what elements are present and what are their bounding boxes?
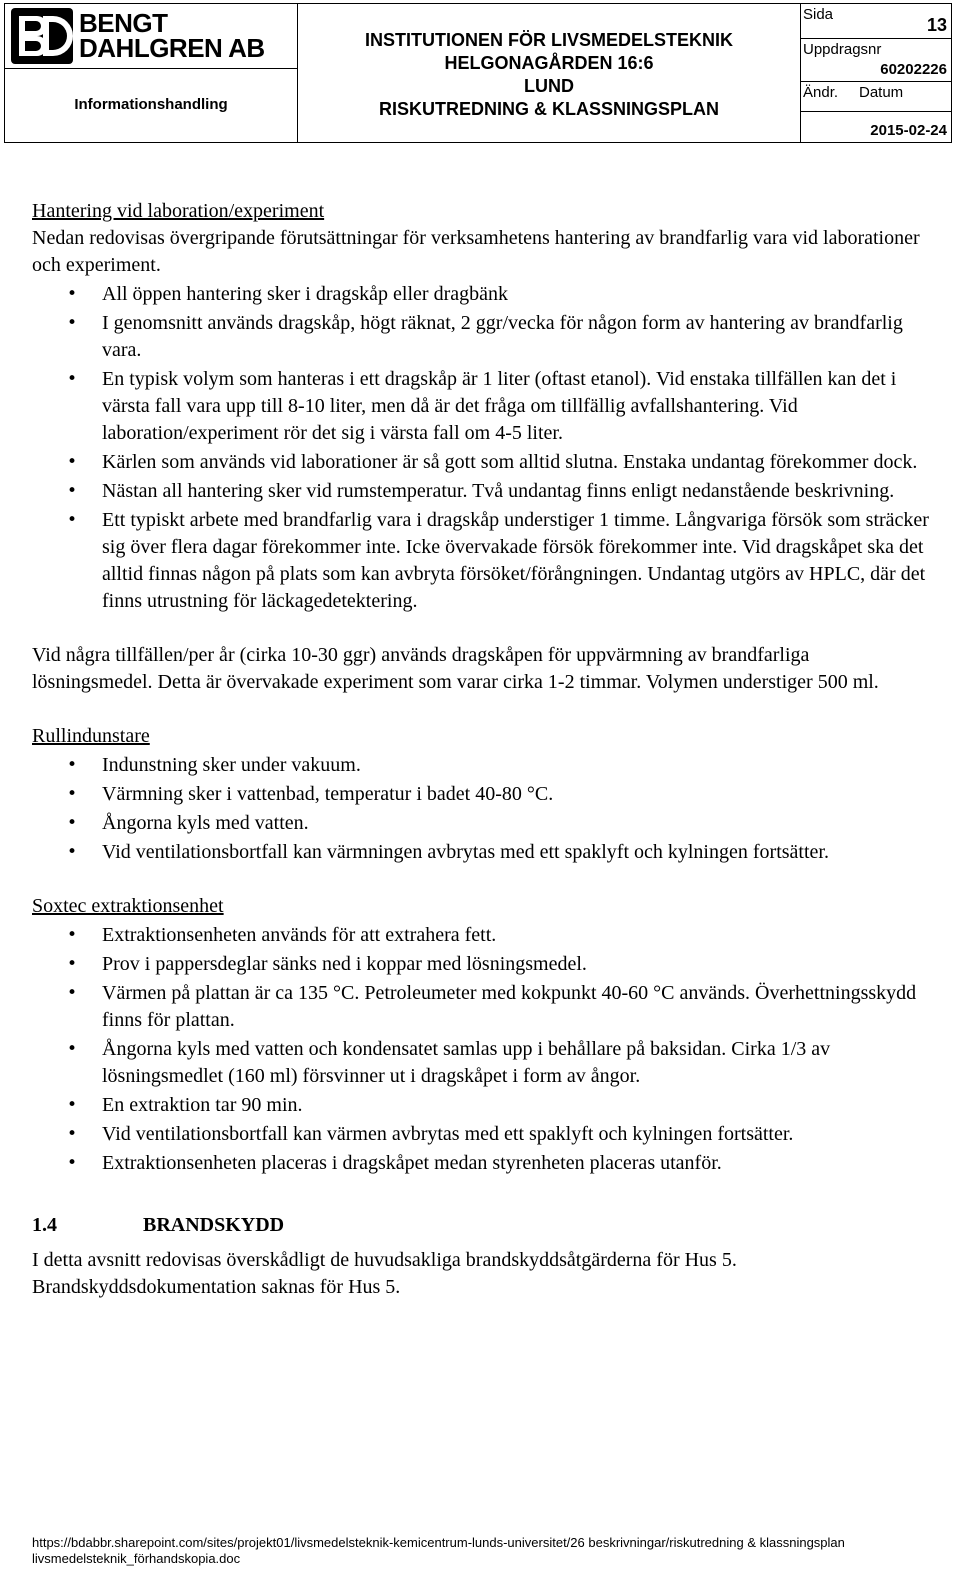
rull-heading: Rullindunstare [32, 725, 150, 747]
company-name [79, 8, 265, 63]
list-item: • Extraktionsenheten placeras i dragskåpet medan styrenheten placeras utanför. [32, 1150, 932, 1177]
revision-date-labels [801, 82, 951, 112]
revision-label: Ändr. [803, 84, 839, 101]
title-line: HELGONAGÅRDEN 16:6 [444, 53, 654, 73]
title-line: LUND [524, 76, 574, 96]
assignment-cell [801, 39, 951, 82]
date-cell [801, 112, 951, 142]
document-body [32, 198, 932, 1301]
list-item: • Ett typiskt arbete med brandfarlig vara i dragskåp understiger 1 timme. Långvariga försök som sträcker sig över flera dagar förekommer inte. Icke övervakade försök förekommer inte. Vid dragskåpet ska det alltid finnas någon på plats som kan avbryta försöket/förångningen. Undantag utgörs av HPLC, där det finns utrustning för läckagedetektering. [32, 507, 932, 615]
soxtec-heading: Soxtec extraktionsenhet [32, 895, 224, 917]
document-date: 2015-02-24 [870, 122, 947, 139]
list-item: • I genomsnitt används dragskåp, högt räknat, 2 ggr/vecka för någon form av hantering av brandfarlig vara. [32, 310, 932, 364]
list-item: • Värmning sker i vattenbad, temperatur i badet 40-80 °C. [32, 781, 932, 808]
page-number: 13 [926, 15, 947, 35]
lab-intro: Nedan redovisas övergripande förutsättningar för verksamhetens hantering av brandfarlig vara vid laborationer och experiment. [32, 227, 920, 276]
soxtec-bullet-list [32, 922, 932, 1177]
list-item: • Extraktionsenheten används för att extrahera fett. [32, 922, 932, 949]
document-header [4, 3, 952, 143]
company-name-line2: DAHLGREN AB [79, 33, 265, 63]
company-logo [5, 4, 297, 69]
title-line: RISKUTREDNING & KLASSNINGSPLAN [378, 99, 719, 119]
list-item: • Ångorna kyls med vatten. [32, 810, 932, 837]
header-meta-block [801, 4, 951, 142]
document-footer [32, 1535, 952, 1567]
list-item: • Vid ventilationsbortfall kan värmen avbrytas med ett spaklyft och kylningen fortsätter. [32, 1121, 932, 1148]
company-name-line1: BENGT [79, 8, 168, 38]
list-item: • En typisk volym som hanteras i ett dragskåp är 1 liter (oftast etanol). Vid enstaka tillfällen kan det i värsta fall vara upp till 8-10 liter, men då är det fråga om tillfällig avfallshantering. Vid laboration/experiment rör det sig i värsta fall om 4-5 liter. [32, 366, 932, 447]
title-line: INSTITUTIONEN FÖR LIVSMEDELSTEKNIK [364, 30, 733, 50]
department-label: Informationshandling [74, 96, 228, 113]
section-heading-brandskydd [32, 1212, 932, 1239]
assignment-number: 60202226 [880, 61, 947, 78]
lab-paragraph: Vid några tillfällen/per år (cirka 10-30 ggr) används dragskåpen för uppvärmning av brandfarliga lösningsmedel. Detta är övervakade experiment som varar cirka 1-2 timmar. Volymen understiger 500 ml. [32, 644, 879, 693]
section-number: 1.4 [32, 1214, 57, 1236]
list-item: • Värmen på plattan är ca 135 °C. Petroleumeter med kokpunkt 40-60 °C används. Överhettningsskydd finns för plattan. [32, 980, 932, 1034]
page-cell [801, 4, 951, 39]
bd-logo-icon [11, 8, 73, 64]
footer-filename: livsmedelsteknik_förhandskopia.doc [32, 1551, 241, 1566]
list-item: • Ångorna kyls med vatten och kondensatet samlas upp i behållare på baksidan. Cirka 1/3 av lösningsmedlet (160 ml) försvinner ut i dragskåpet i form av ångor. [32, 1036, 932, 1090]
header-title-block [298, 4, 801, 142]
list-item: • Indunstning sker under vakuum. [32, 752, 932, 779]
list-item: • Kärlen som används vid laborationer är så gott som alltid slutna. Enstaka undantag förekommer dock. [32, 449, 932, 476]
section-title: BRANDSKYDD [143, 1214, 285, 1236]
brand-text-line: Brandskyddsdokumentation saknas för Hus 5. [32, 1276, 401, 1298]
rull-bullet-list [32, 752, 932, 866]
assignment-label: Uppdragsnr [803, 41, 882, 58]
list-item: • All öppen hantering sker i dragskåp eller dragbänk [32, 281, 932, 308]
page-label: Sida [803, 6, 834, 23]
lab-heading: Hantering vid laboration/experiment [32, 200, 325, 222]
list-item: • Prov i pappersdeglar sänks ned i koppar med lösningsmedel. [32, 951, 932, 978]
list-item: • Vid ventilationsbortfall kan värmningen avbrytas med ett spaklyft och kylningen fortsätter. [32, 839, 932, 866]
list-item: • En extraktion tar 90 min. [32, 1092, 932, 1119]
header-company-block [5, 4, 298, 142]
lab-bullet-list [32, 281, 932, 615]
date-label: Datum [859, 84, 904, 101]
brand-text-line: I detta avsnitt redovisas överskådligt de huvudsakliga brandskyddsåtgärderna för Hus 5. [32, 1249, 737, 1271]
footer-path: https://bdabbr.sharepoint.com/sites/projekt01/livsmedelsteknik-kemicentrum-lunds-universitet/26 beskrivningar/riskutredning & klassningsplan [32, 1535, 845, 1550]
list-item: • Nästan all hantering sker vid rumstemperatur. Två undantag finns enligt nedanstående beskrivning. [32, 478, 932, 505]
